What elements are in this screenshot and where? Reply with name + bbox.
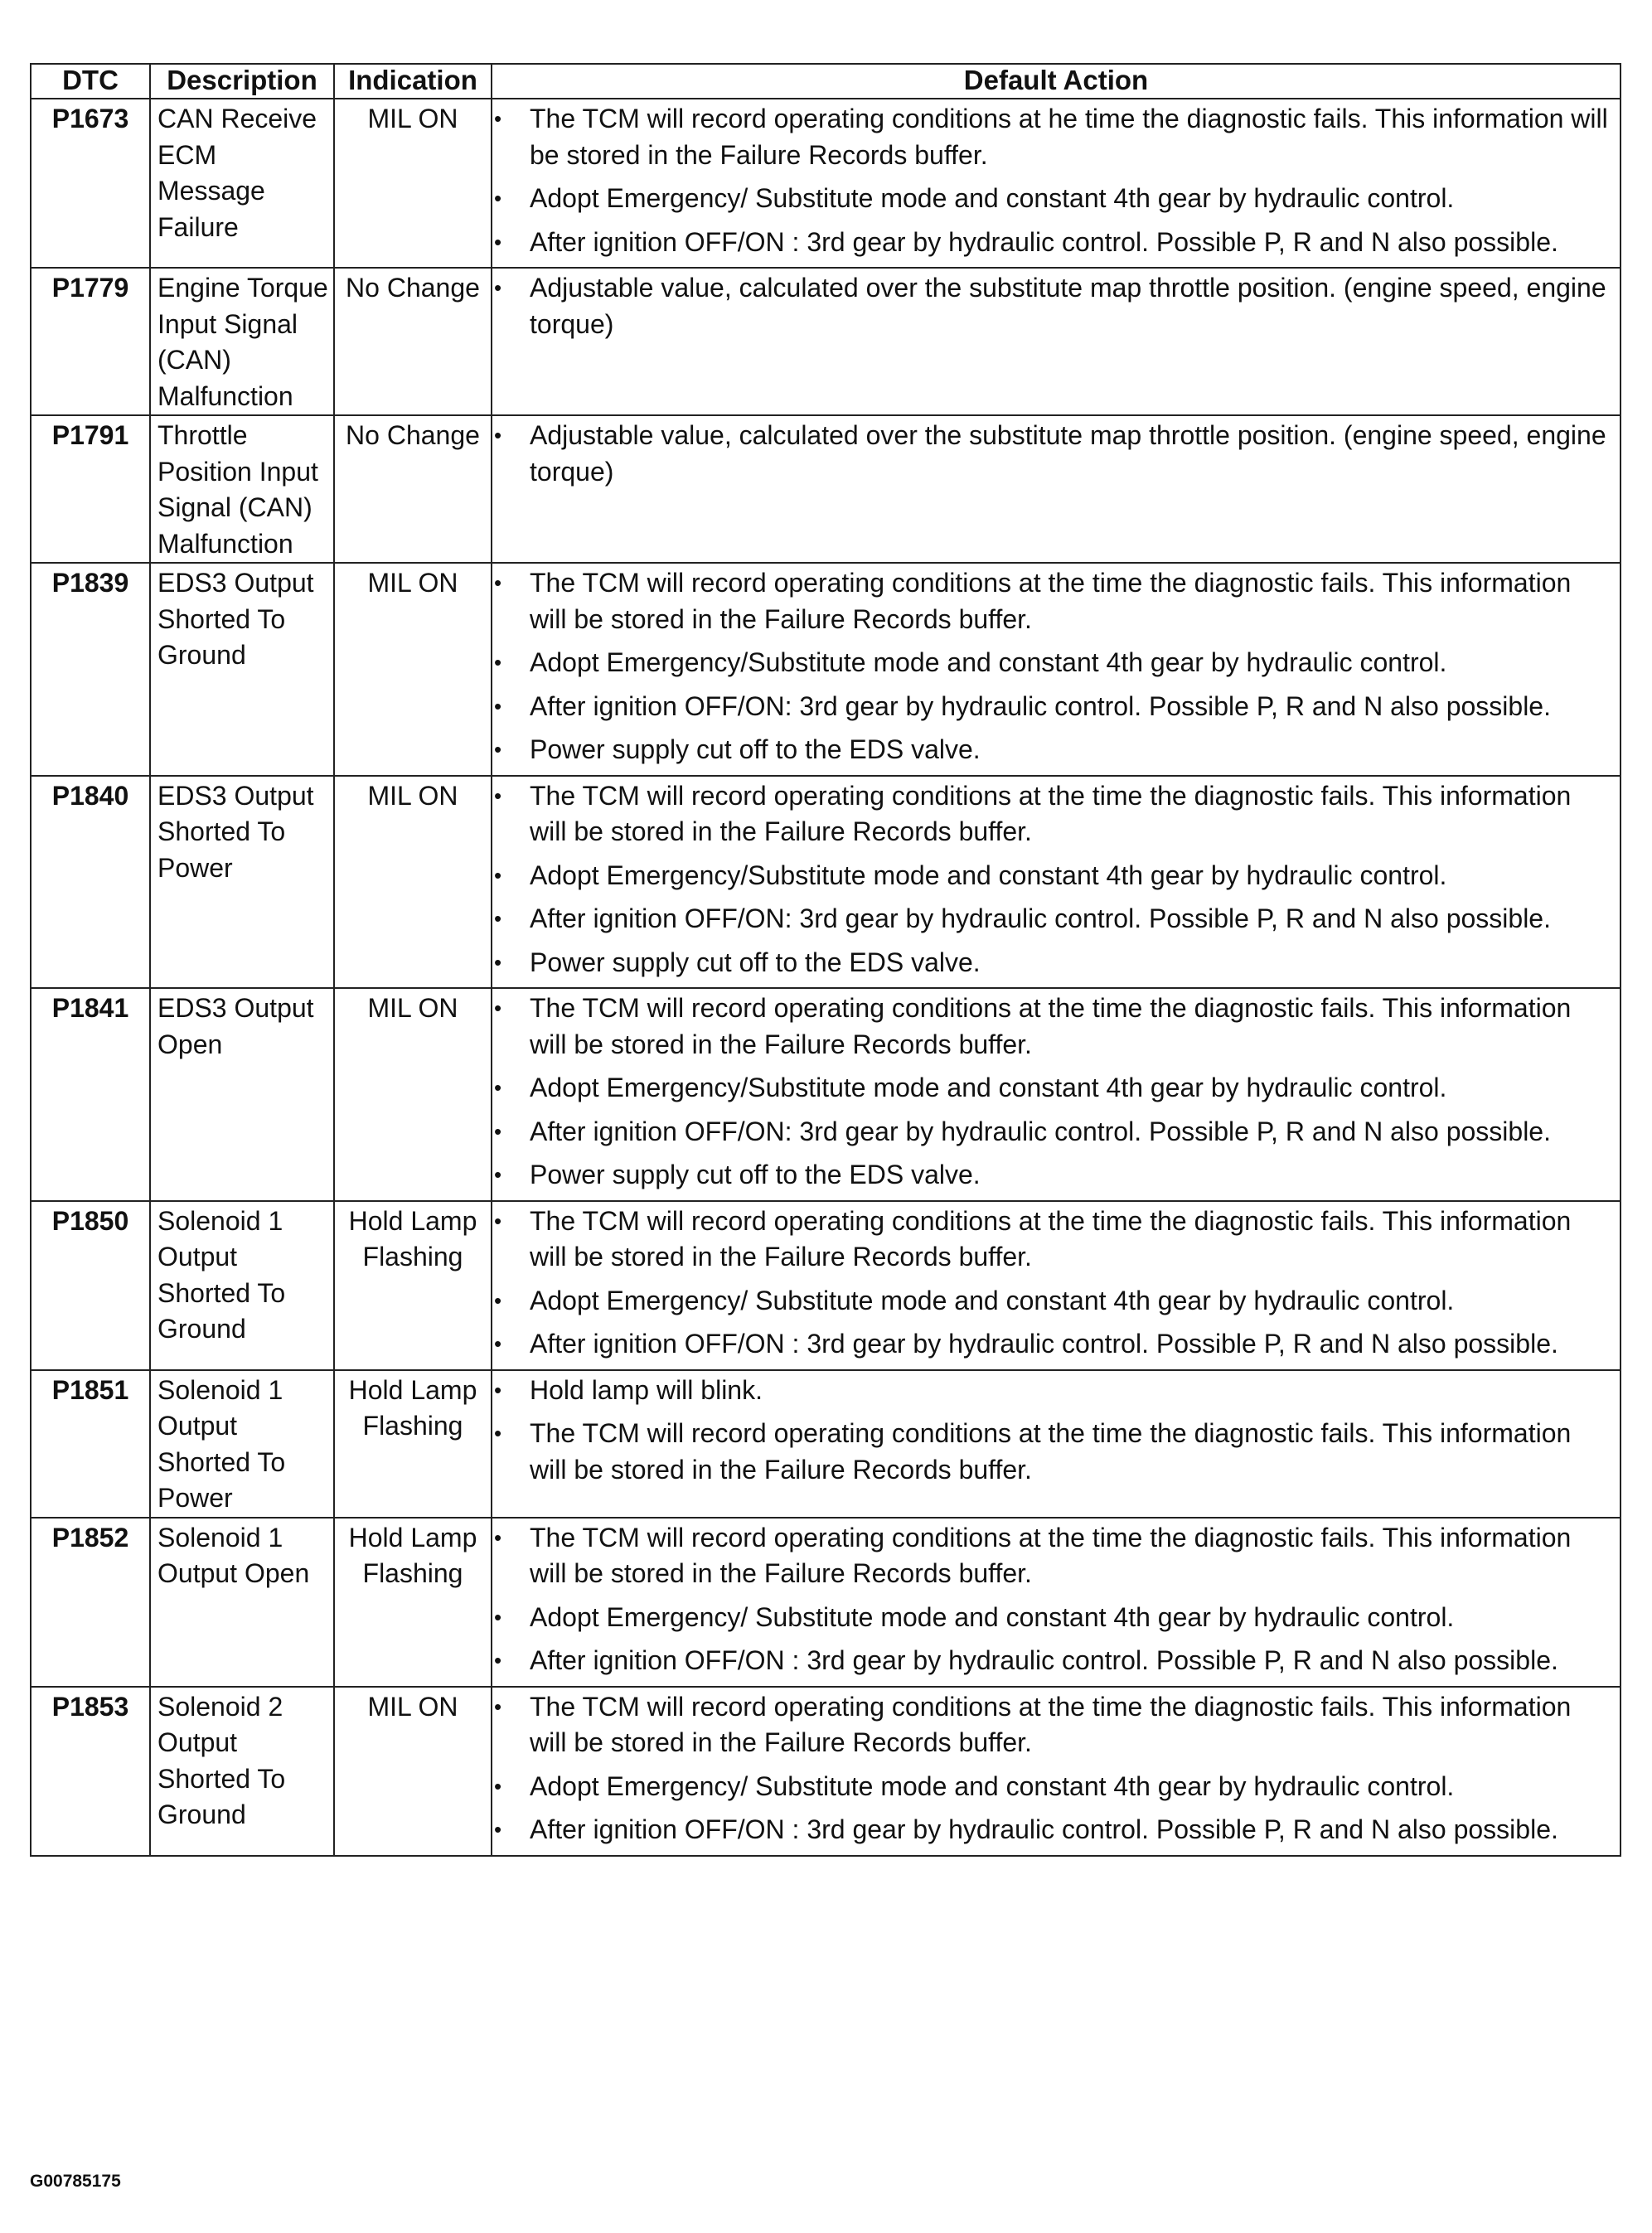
dtc-code: P1791 [31, 415, 150, 563]
default-action-cell [492, 776, 1621, 989]
action-item: • The TCM will record operating conditions at the time the diagnostic fails. This information will be stored in the Failure Records buffer. [492, 1520, 1608, 1592]
dtc-indication: MIL ON [334, 1687, 492, 1856]
action-item: • After ignition OFF/ON : 3rd gear by hydraulic control. Possible P, R and N also possible. [492, 1812, 1608, 1848]
dtc-description: Solenoid 1 Output Shorted To Ground [150, 1201, 334, 1370]
action-item: • The TCM will record operating conditions at the time the diagnostic fails. This information will be stored in the Failure Records buffer. [492, 778, 1608, 850]
dtc-code: P1673 [31, 99, 150, 268]
header-default-action: Default Action [492, 64, 1621, 99]
action-list [492, 1688, 1620, 1855]
action-item: • Hold lamp will blink. [492, 1373, 1608, 1409]
table-row [31, 776, 1621, 989]
table-row [31, 1370, 1621, 1518]
dtc-description: Engine Torque Input Signal (CAN) Malfunction [150, 268, 334, 415]
action-item: • The TCM will record operating conditions at the time the diagnostic fails. This information will be stored in the Failure Records buffer. [492, 991, 1608, 1063]
action-list [492, 1371, 1620, 1495]
dtc-indication: MIL ON [334, 99, 492, 268]
dtc-code: P1779 [31, 268, 150, 415]
table-row [31, 415, 1621, 563]
dtc-description: EDS3 Output Shorted To Ground [150, 563, 334, 776]
dtc-code: P1840 [31, 776, 150, 989]
dtc-code: P1839 [31, 563, 150, 776]
action-item: • Power supply cut off to the EDS valve. [492, 945, 1608, 981]
action-list [492, 1202, 1620, 1369]
action-item: • After ignition OFF/ON : 3rd gear by hydraulic control. Possible P, R and N also possible. [492, 1326, 1608, 1363]
action-list [492, 99, 1620, 267]
action-list [492, 269, 1620, 349]
figure-id: G00785175 [30, 2172, 121, 2191]
action-item: • After ignition OFF/ON : 3rd gear by hydraulic control. Possible P, R and N also possible. [492, 1643, 1608, 1679]
dtc-table [30, 63, 1621, 1857]
default-action-cell [492, 1687, 1621, 1856]
table-row [31, 268, 1621, 415]
action-item: • Power supply cut off to the EDS valve. [492, 732, 1608, 768]
dtc-code: P1851 [31, 1370, 150, 1518]
action-item: • The TCM will record operating conditions at the time the diagnostic fails. This information will be stored in the Failure Records buffer. [492, 1204, 1608, 1276]
dtc-indication: No Change [334, 268, 492, 415]
action-item: • Adopt Emergency/Substitute mode and constant 4th gear by hydraulic control. [492, 1070, 1608, 1107]
default-action-cell [492, 1370, 1621, 1518]
action-list [492, 1519, 1620, 1686]
dtc-indication: Hold Lamp Flashing [334, 1201, 492, 1370]
action-item: • After ignition OFF/ON : 3rd gear by hydraulic control. Possible P, R and N also possible. [492, 225, 1608, 261]
table-row [31, 988, 1621, 1201]
default-action-cell [492, 1518, 1621, 1687]
action-item: • Adopt Emergency/ Substitute mode and constant 4th gear by hydraulic control. [492, 1600, 1608, 1636]
dtc-code: P1850 [31, 1201, 150, 1370]
table-row [31, 563, 1621, 776]
action-item: • Adopt Emergency/ Substitute mode and constant 4th gear by hydraulic control. [492, 1769, 1608, 1805]
default-action-cell [492, 415, 1621, 563]
action-item: • The TCM will record operating conditions at the time the diagnostic fails. This information will be stored in the Failure Records buffer. [492, 565, 1608, 637]
dtc-description: Solenoid 1 Output Shorted To Power [150, 1370, 334, 1518]
dtc-indication: MIL ON [334, 563, 492, 776]
action-item: • Power supply cut off to the EDS valve. [492, 1157, 1608, 1194]
default-action-cell [492, 268, 1621, 415]
action-item: • The TCM will record operating conditions at the time the diagnostic fails. This information will be stored in the Failure Records buffer. [492, 1416, 1608, 1488]
table-row [31, 1518, 1621, 1687]
action-list [492, 564, 1620, 775]
dtc-description: EDS3 Output Open [150, 988, 334, 1201]
header-description: Description [150, 64, 334, 99]
action-item: • After ignition OFF/ON: 3rd gear by hydraulic control. Possible P, R and N also possible. [492, 689, 1608, 725]
table-row [31, 1687, 1621, 1856]
action-item: • Adjustable value, calculated over the substitute map throttle position. (engine speed, engine torque) [492, 418, 1608, 490]
table-body [31, 99, 1621, 1856]
action-item: • Adjustable value, calculated over the substitute map throttle position. (engine speed, engine torque) [492, 270, 1608, 342]
action-list [492, 777, 1620, 988]
action-list [492, 989, 1620, 1200]
table-row [31, 1201, 1621, 1370]
dtc-code: P1841 [31, 988, 150, 1201]
default-action-cell [492, 563, 1621, 776]
action-item: • After ignition OFF/ON: 3rd gear by hydraulic control. Possible P, R and N also possible. [492, 901, 1608, 937]
dtc-description: Solenoid 2 Output Shorted To Ground [150, 1687, 334, 1856]
dtc-description: Throttle Position Input Signal (CAN) Malfunction [150, 415, 334, 563]
dtc-indication: Hold Lamp Flashing [334, 1518, 492, 1687]
dtc-description: Solenoid 1 Output Open [150, 1518, 334, 1687]
dtc-indication: No Change [334, 415, 492, 563]
default-action-cell [492, 988, 1621, 1201]
action-item: • Adopt Emergency/ Substitute mode and constant 4th gear by hydraulic control. [492, 1283, 1608, 1320]
action-list [492, 416, 1620, 496]
table-header-row [31, 64, 1621, 99]
header-indication: Indication [334, 64, 492, 99]
dtc-indication: MIL ON [334, 988, 492, 1201]
dtc-indication: MIL ON [334, 776, 492, 989]
action-item: • The TCM will record operating conditions at the time the diagnostic fails. This information will be stored in the Failure Records buffer. [492, 1689, 1608, 1761]
action-item: • Adopt Emergency/Substitute mode and constant 4th gear by hydraulic control. [492, 858, 1608, 894]
header-dtc: DTC [31, 64, 150, 99]
dtc-code: P1853 [31, 1687, 150, 1856]
table-row [31, 99, 1621, 268]
action-item: • Adopt Emergency/Substitute mode and constant 4th gear by hydraulic control. [492, 645, 1608, 681]
default-action-cell [492, 1201, 1621, 1370]
action-item: • Adopt Emergency/ Substitute mode and constant 4th gear by hydraulic control. [492, 181, 1608, 217]
dtc-description: CAN Receive ECM Message Failure [150, 99, 334, 268]
default-action-cell [492, 99, 1621, 268]
action-item: • The TCM will record operating conditions at he time the diagnostic fails. This information will be stored in the Failure Records buffer. [492, 101, 1608, 173]
dtc-description: EDS3 Output Shorted To Power [150, 776, 334, 989]
dtc-indication: Hold Lamp Flashing [334, 1370, 492, 1518]
dtc-code: P1852 [31, 1518, 150, 1687]
action-item: • After ignition OFF/ON: 3rd gear by hydraulic control. Possible P, R and N also possible. [492, 1114, 1608, 1150]
